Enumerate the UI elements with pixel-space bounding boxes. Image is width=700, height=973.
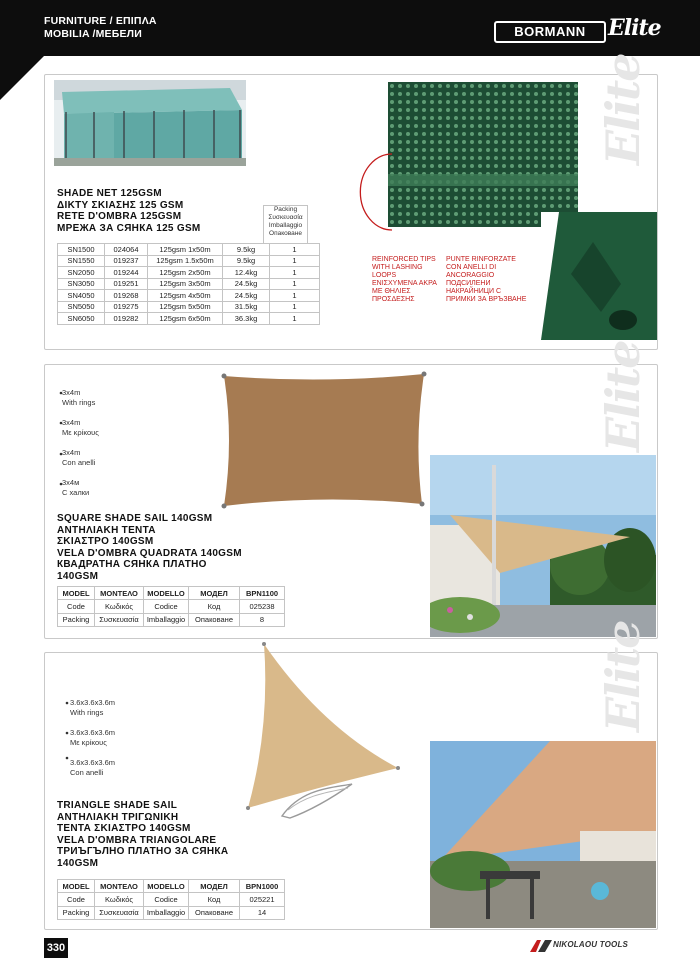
callout-reinforced-tips [372,256,437,304]
greenhouse-photo [54,80,246,166]
triangle-sail-table [57,879,285,920]
table-cell: SN4050 [58,290,105,302]
title-line: VELA D'OMBRA TRIANGOLARE [57,834,217,846]
product-title-shade-net [57,188,201,234]
table-header: МОДЕЛ [189,587,240,600]
square-sail-garden-photo [430,455,656,637]
title-line: МРЕЖА ЗА СЯНКА 125 GSM [57,222,201,234]
bullet-item [70,758,115,777]
net-closeup-photo [388,82,578,227]
table-cell: 125gsm 3x50m [148,278,223,290]
table-cell: Код [189,600,240,614]
bullet-item [70,728,115,747]
packing-label: Packing [273,206,298,213]
bullet-feature: Con anelli [62,457,96,467]
title-line: ΑΝΤΗΛΙΑΚΗ ΤΕΝΤΑ [57,524,156,536]
product-title-square-sail [57,513,242,582]
title-line: 140GSM [57,857,99,869]
bullet-item [62,418,99,437]
table-row [58,600,285,614]
shade-net-table [57,243,320,325]
callout-punte-rinforzate [446,256,526,304]
table-row [58,893,285,907]
table-cell: 31.5kg [223,301,270,313]
title-line: ΔΙΚΤΥ ΣΚΙΑΣΗΣ 125 GSM [57,199,184,211]
page-number: 330 [44,938,68,958]
square-sail-image [218,370,430,510]
table-header: MODELLO [144,587,189,600]
table-cell: SN2050 [58,267,105,279]
bullet-size: 3.6x3.6x3.6m [70,758,116,767]
table-cell: 1 [270,278,320,290]
bullet-size: 3x4m [62,418,81,427]
bullet-item [62,448,99,467]
table-cell: 125gsm 6x50m [148,313,223,325]
elite-watermark: Elite [596,621,650,732]
callout-text: НАКРАЙНИЦИ С [446,288,501,295]
packing-header-cell [263,205,308,244]
bullet-feature: Με κρίκους [70,737,107,747]
elite-watermark: Elite [596,54,650,165]
title-line: VELA D'OMBRA QUADRATA 140GSM [57,547,242,559]
table-cell: 125gsm 2x50m [148,267,223,279]
table-cell: Συσκευασία [95,906,144,920]
bullet-dots [64,698,70,778]
title-line: ΣΚΙΑΣΤΡΟ 140GSM [57,536,154,547]
packing-label: Συσκευασία [268,214,303,221]
bullet-size: 3x4м [62,478,80,487]
table-cell: Packing [58,613,95,627]
callout-circle [352,150,414,234]
bullet-feature: Con anelli [70,767,104,777]
table-cell: 1 [270,313,320,325]
product-title-triangle-sail [57,800,228,869]
table-row [58,255,320,267]
table-cell: 024064 [105,244,148,256]
table-cell: 1 [270,301,320,313]
nikolaou-logo-icon [530,940,552,952]
table-cell: 14 [240,906,285,920]
table-cell: SN3050 [58,278,105,290]
table-header: MODELLO [144,880,189,893]
table-cell: 1 [270,290,320,302]
bullet-dots [58,388,64,508]
table-cell: 1 [270,244,320,256]
title-line: SQUARE SHADE SAIL 140GSM [57,513,213,524]
title-line: ТРИЪГЪЛНО ПЛАТНО ЗА СЯНКА [57,846,229,857]
callout-text: ПОДСИЛЕНИ [446,280,491,287]
table-row [58,613,285,627]
table-cell: 025221 [240,893,285,907]
table-header: BPN1000 [240,880,285,893]
footer-brand: NIKOLAOU TOOLS [553,940,629,949]
table-cell: 125gsm 1.5x50m [148,255,223,267]
title-line: SHADE NET 125GSM [57,188,162,199]
bullet-size: 3x4m [62,448,81,457]
table-cell: 125gsm 4x50m [148,290,223,302]
table-cell: 36.3kg [223,313,270,325]
table-row [58,267,320,279]
bullet-size: 3.6x3.6x3.6m [70,728,116,737]
callout-text: ΜΕ ΘΗΛΙΕΣ [372,288,411,295]
square-sail-table [57,586,285,627]
callout-text: CON ANELLI DI [446,264,497,271]
packing-label: Imballaggio [268,222,303,229]
table-cell: Codice [144,600,189,614]
callout-text: LOOPS [372,272,397,279]
elite-watermark: Elite [596,341,650,452]
table-header: MODEL [58,587,95,600]
table-cell: 12.4kg [223,267,270,279]
table-cell: 019237 [105,255,148,267]
callout-text: ΠΡΟΣΔΕΣΗΣ [372,296,415,303]
table-header: ΜΟΝΤΕΛΟ [95,880,144,893]
table-cell: 125gsm 5x50m [148,301,223,313]
table-header: BPN1100 [240,587,285,600]
table-header: МОДЕЛ [189,880,240,893]
callout-text: PUNTE RINFORZATE [446,256,516,263]
triangle-sail-image [212,638,404,828]
table-cell: 24.5kg [223,290,270,302]
table-cell: Codice [144,893,189,907]
table-cell: SN6050 [58,313,105,325]
table-cell: 019244 [105,267,148,279]
table-row [58,290,320,302]
callout-text: ANCORAGGIO [446,272,495,279]
table-cell: SN1500 [58,244,105,256]
bullet-feature: Με κρίκους [62,427,99,437]
table-cell: 24.5kg [223,278,270,290]
packing-label: Опаковане [269,230,302,237]
table-cell: Code [58,600,95,614]
table-cell: Imballaggio [144,906,189,920]
title-line: КВАДРАТНА СЯНКА ПЛАТНО [57,559,207,570]
table-row [58,906,285,920]
table-cell: Κωδικός [95,893,144,907]
callout-text: ΕΝΙΣΧΥΜΕΝΑ ΑΚΡΑ [372,280,437,287]
callout-text: REINFORCED TIPS [372,256,436,263]
table-cell: 019251 [105,278,148,290]
bullet-feature: With rings [62,397,96,407]
table-cell: 125gsm 1x50m [148,244,223,256]
bullet-item [62,388,99,407]
table-cell: 019275 [105,301,148,313]
bullet-feature: With rings [70,707,104,717]
bullet-size: 3x4m [62,388,81,397]
net-roll-photo [541,212,657,340]
bullet-item [70,698,115,717]
table-cell: Κωδικός [95,600,144,614]
bullet-feature: С халки [62,487,90,497]
title-line: 140GSM [57,570,99,582]
category-label: FURNITURE / ΕΠΙΠΛΑ [44,15,157,27]
triangle-sail-bullets [70,698,115,788]
table-cell: 9.5kg [223,244,270,256]
table-cell: Imballaggio [144,613,189,627]
bullet-item [62,478,99,497]
table-cell: SN1550 [58,255,105,267]
callout-text: WITH LASHING [372,264,423,271]
table-row [58,244,320,256]
table-header: MODEL [58,880,95,893]
title-line: ΤΕΝΤΑ ΣΚΙΑΣΤΡΟ 140GSM [57,823,191,834]
title-line: ΑΝΤΗΛΙΑΚΗ ΤΡΙΓΩΝΙΚΗ [57,811,179,823]
bullet-size: 3.6x3.6x3.6m [70,698,116,707]
table-row [58,301,320,313]
table-cell: 019268 [105,290,148,302]
callout-text: ПРИМКИ ЗА ВРЪЗВАНЕ [446,296,527,303]
table-cell: Code [58,893,95,907]
square-sail-bullets [62,388,99,508]
table-cell: Опаковане [189,906,240,920]
table-cell: 1 [270,255,320,267]
table-cell: Συσκευασία [95,613,144,627]
category-label-2: MOBILIA /МЕБЕЛИ [44,28,142,40]
title-line: RETE D'OMBRA 125GSM [57,211,182,222]
table-cell: Код [189,893,240,907]
table-header: ΜΟΝΤΕΛΟ [95,587,144,600]
triangle-sail-patio-photo [430,741,656,928]
table-row [58,278,320,290]
table-cell: 019282 [105,313,148,325]
header-corner-decoration [0,56,44,100]
table-cell: Packing [58,906,95,920]
table-cell: 1 [270,267,320,279]
title-line: TRIANGLE SHADE SAIL [57,800,178,811]
brand-logo: BORMANN [494,21,606,43]
table-cell: 9.5kg [223,255,270,267]
table-cell: Опаковане [189,613,240,627]
brand-logo-elite: Elite [608,15,661,41]
table-cell: 8 [240,613,285,627]
table-cell: SN5050 [58,301,105,313]
table-cell: 025238 [240,600,285,614]
table-row [58,313,320,325]
